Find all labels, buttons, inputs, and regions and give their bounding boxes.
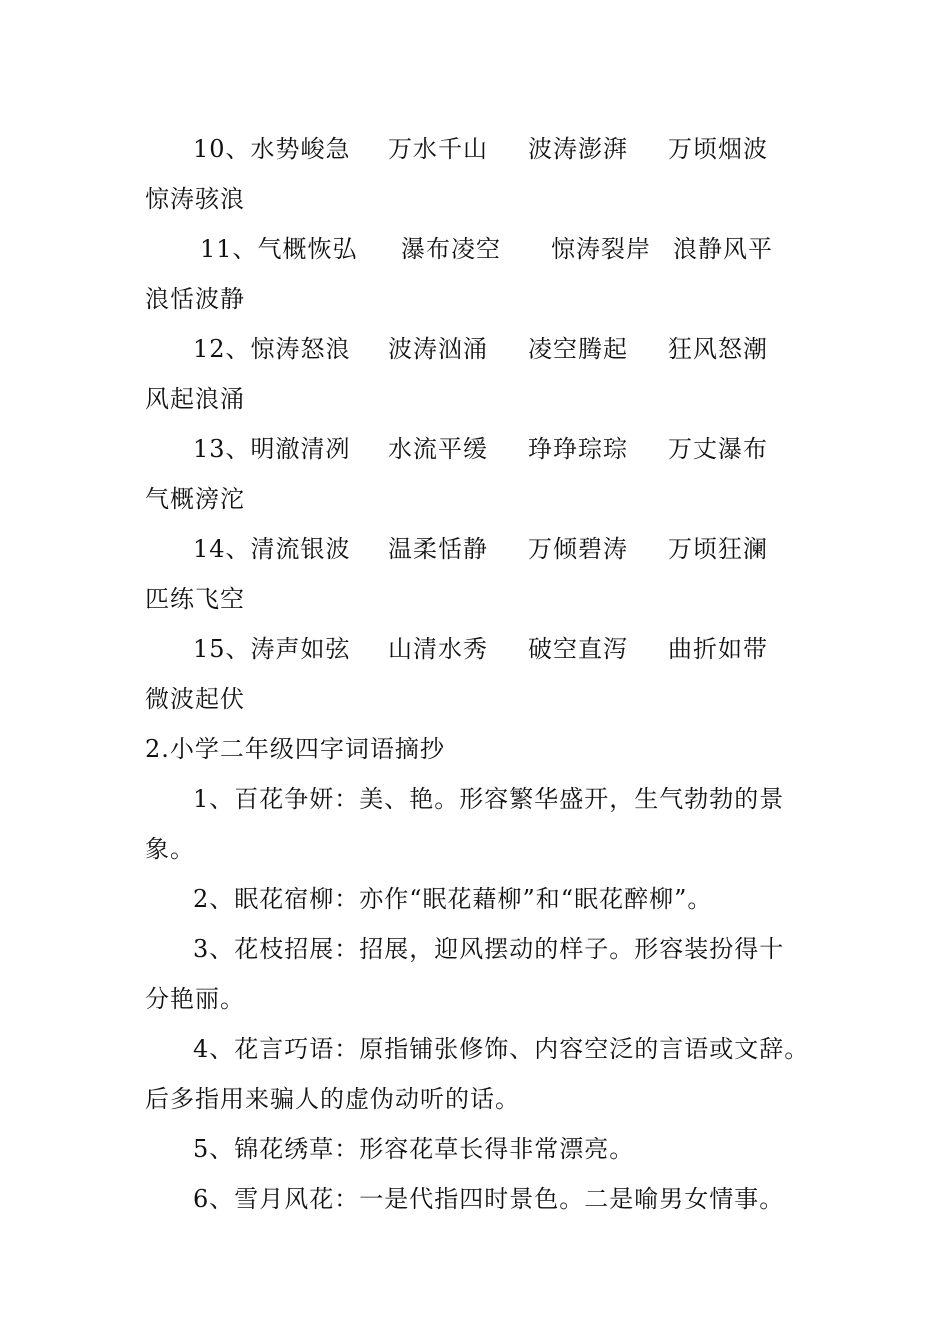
definition-line: 2、眠花宿柳：亦作“眠花藉柳”和“眠花醉柳”。 bbox=[193, 885, 713, 913]
idiom-word: 万顷烟波 bbox=[668, 135, 768, 163]
definition-line: 3、花枝招展：招展，迎风摆动的样子。形容装扮得十 bbox=[193, 935, 785, 963]
idiom-word: 万丈瀑布 bbox=[668, 435, 768, 463]
definition-line: 1、百花争妍：美、艳。形容繁华盛开，生气勃勃的景 bbox=[193, 785, 785, 813]
definition-continuation: 后多指用来骗人的虚伪动听的话。 bbox=[145, 1085, 520, 1113]
idiom-word: 万顷狂澜 bbox=[668, 535, 768, 563]
idiom-word: 波涛澎湃 bbox=[528, 135, 628, 163]
definition-continuation: 分艳丽。 bbox=[145, 985, 245, 1013]
idiom-row-15 bbox=[193, 634, 768, 664]
definition-line: 5、锦花绣草：形容花草长得非常漂亮。 bbox=[193, 1135, 635, 1163]
idiom-word: 惊涛裂岸 bbox=[551, 235, 651, 263]
row-number: 13、 bbox=[193, 435, 251, 463]
idiom-word: 凌空腾起 bbox=[528, 335, 628, 363]
definition-continuation: 象。 bbox=[145, 835, 195, 863]
definition-line: 6、雪月风花：一是代指四时景色。二是喻男女情事。 bbox=[193, 1185, 785, 1213]
idiom-row-continuation: 浪恬波静 bbox=[145, 285, 245, 313]
idiom-row-continuation: 气概滂沱 bbox=[145, 485, 245, 513]
idiom-row-10 bbox=[193, 134, 768, 164]
idiom-row-continuation: 惊涛骇浪 bbox=[145, 185, 245, 213]
definition-line: 4、花言巧语：原指铺张修饰、内容空泛的言语或文辞。 bbox=[193, 1035, 810, 1063]
row-number: 10、 bbox=[193, 135, 251, 163]
idiom-word: 狂风怒潮 bbox=[668, 335, 768, 363]
idiom-word: 山清水秀 bbox=[388, 635, 488, 663]
idiom-row-12 bbox=[193, 334, 768, 364]
row-number: 11、 bbox=[200, 235, 258, 263]
idiom-word: 瀑布凌空 bbox=[401, 235, 501, 263]
idiom-word: 琤琤琮琮 bbox=[528, 435, 628, 463]
idiom-row-continuation: 微波起伏 bbox=[145, 685, 245, 713]
idiom-row-11 bbox=[200, 234, 773, 264]
idiom-word: 温柔恬静 bbox=[388, 535, 488, 563]
idiom-word: 明澈清冽 bbox=[250, 435, 351, 463]
idiom-word: 涛声如弦 bbox=[250, 635, 351, 663]
idiom-word: 气概恢弘 bbox=[257, 235, 358, 263]
row-number: 14、 bbox=[193, 535, 251, 563]
idiom-row-14 bbox=[193, 534, 768, 564]
idiom-row-13 bbox=[193, 434, 768, 464]
idiom-word: 破空直泻 bbox=[528, 635, 628, 663]
idiom-row-continuation: 风起浪涌 bbox=[145, 385, 245, 413]
idiom-word: 水势峻急 bbox=[250, 135, 351, 163]
idiom-row-continuation: 匹练飞空 bbox=[145, 585, 245, 613]
idiom-word: 波涛汹涌 bbox=[388, 335, 488, 363]
idiom-word: 水流平缓 bbox=[388, 435, 488, 463]
idiom-word: 万倾碧涛 bbox=[528, 535, 628, 563]
row-number: 15、 bbox=[193, 635, 251, 663]
section-heading: 2.小学二年级四字词语摘抄 bbox=[145, 735, 445, 763]
idiom-word: 清流银波 bbox=[250, 535, 351, 563]
idiom-word: 万水千山 bbox=[388, 135, 488, 163]
idiom-word: 惊涛怒浪 bbox=[250, 335, 351, 363]
idiom-word: 浪静风平 bbox=[673, 235, 773, 263]
row-number: 12、 bbox=[193, 335, 251, 363]
idiom-word: 曲折如带 bbox=[668, 635, 768, 663]
